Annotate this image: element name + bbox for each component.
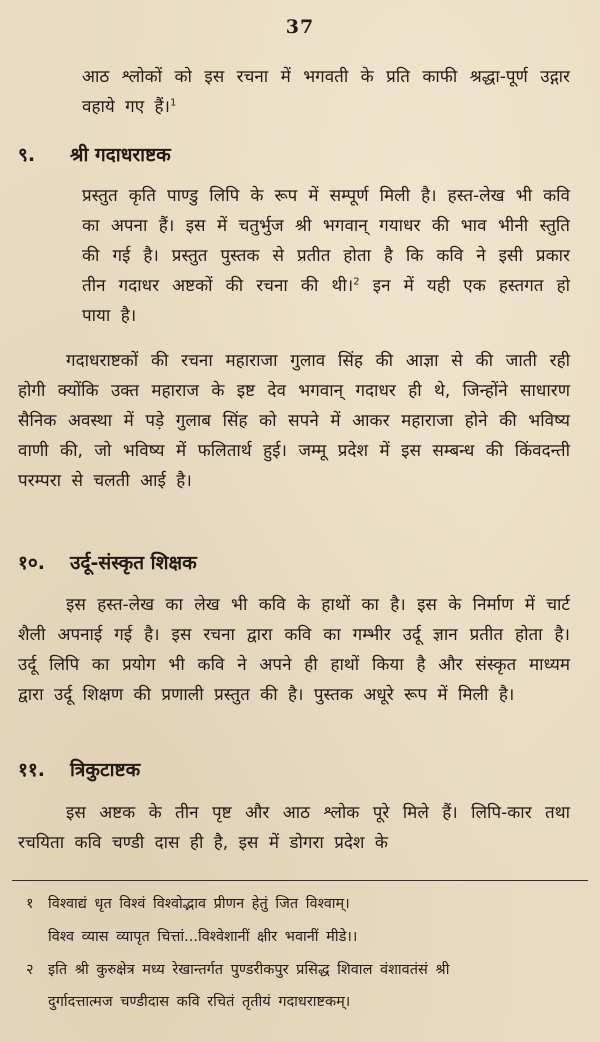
footnote-2-text-1: इति श्री कुरुक्षेत्र मध्य रेखान्तर्गत पुण्डरीकपुर प्रसिद्ध शिवाल वंशावतंसं श्री [48, 962, 450, 978]
section-9-number: ९. [18, 144, 36, 166]
footnote-ref-2: 2 [353, 276, 360, 288]
footnote-1-line-2: विश्व व्यास व्यापृत चित्तां...विश्वेशानीं क्षीर भवानीं मीडे।। [48, 929, 358, 945]
intro-paragraph-text: आठ श्लोकों को इस रचना में भगवती के प्रति काफी श्रद्धा-पूर्ण उद्गार वहाये गए हैं। [82, 67, 570, 117]
footnote-2-number: २ [26, 962, 34, 978]
section-9-paragraph-2: गदाधराष्टकों की रचना महाराजा गुलाव सिंह की आज्ञा से की जाती रही होगी क्योंकि उक्त महाराज के इष्ट देव भगवान् गदाधर ही थे, जिन्होंने साधारण सैनिक अवस्था में पड़े गुलाब सिंह को सपने में आकर महाराजा होने की भविष्य वाणी की, जो भविष्य में फलितार्थ हुई। जम्मू प्रदेश में इस सम्बन्ध की किंवदन्ती परम्परा से चलती आई है। [18, 351, 570, 491]
section-10-paragraph: इस हस्त-लेख का लेख भी कवि के हाथों का है। इस के निर्माण में चार्ट शैली अपनाई गई है। इस रचना द्वारा कवि का गम्भीर उर्दू ज्ञान प्रतीत होता है। उर्दू लिपि का प्रयोग भी कवि ने अपने ही हाथों किया है और संस्कृत माध्यम द्वारा उर्दू शिक्षण की प्रणाली प्रस्तुत की है। पुस्तक अधूरे रूप में मिली है। [18, 595, 570, 705]
section-11-paragraph: इस अष्टक के तीन पृष्ट और आठ श्लोक पूरे मिले हैं। लिपि-कार तथा रचयिता कवि चण्डी दास ही है, इस में डोगरा प्रदेश के [18, 803, 570, 853]
section-11-heading [18, 755, 140, 785]
section-9-paragraph-text: प्रस्तुत कृति पाण्डु लिपि के रूप में सम्पूर्ण मिली है। हस्त-लेख भी कवि का अपना हैं। इस में चतुर्भुज श्री भगवान् गयाधर की भाव भीनी स्तुति की गई है। प्रस्तुत पुस्तक से प्रतीत होता है कि कवि ने इसी प्रकार तीन गदाधर अष्टकों की रचना की थी। [82, 186, 570, 296]
page-number: 37 [285, 16, 315, 38]
footnote-1-text-1: विश्वाद्यं धृत विश्वं विश्वोद्भाव प्रीणन हेतुं जित विश्वाम्। [48, 896, 350, 912]
section-9-paragraph [82, 181, 570, 331]
section-10-title: उर्दू-संस्कृत शिक्षक [70, 552, 197, 574]
footnote-divider [12, 880, 588, 881]
footnote-ref-1: 1 [170, 97, 177, 109]
footnote-2-line-1 [26, 956, 449, 985]
footnote-1-number: १ [26, 896, 34, 912]
footnote-2-line-2: दुर्गादत्तात्मज चण्डीदास कवि रचितं तृतीयं गदाधराष्टकम्। [48, 994, 351, 1010]
section-11-number: ११. [18, 759, 45, 781]
section-9-title: श्री गदाधराष्टक [70, 144, 171, 166]
footnote-1-line-1 [26, 890, 350, 919]
intro-paragraph [82, 62, 570, 122]
section-10-heading [18, 548, 197, 578]
section-9-heading [18, 140, 171, 170]
section-11-title: त्रिकुटाष्टक [70, 759, 141, 781]
section-10-number: १०. [18, 552, 45, 574]
section-9-paragraph-end: इन में यही एक हस्तगत हो पाया है। [82, 276, 571, 326]
